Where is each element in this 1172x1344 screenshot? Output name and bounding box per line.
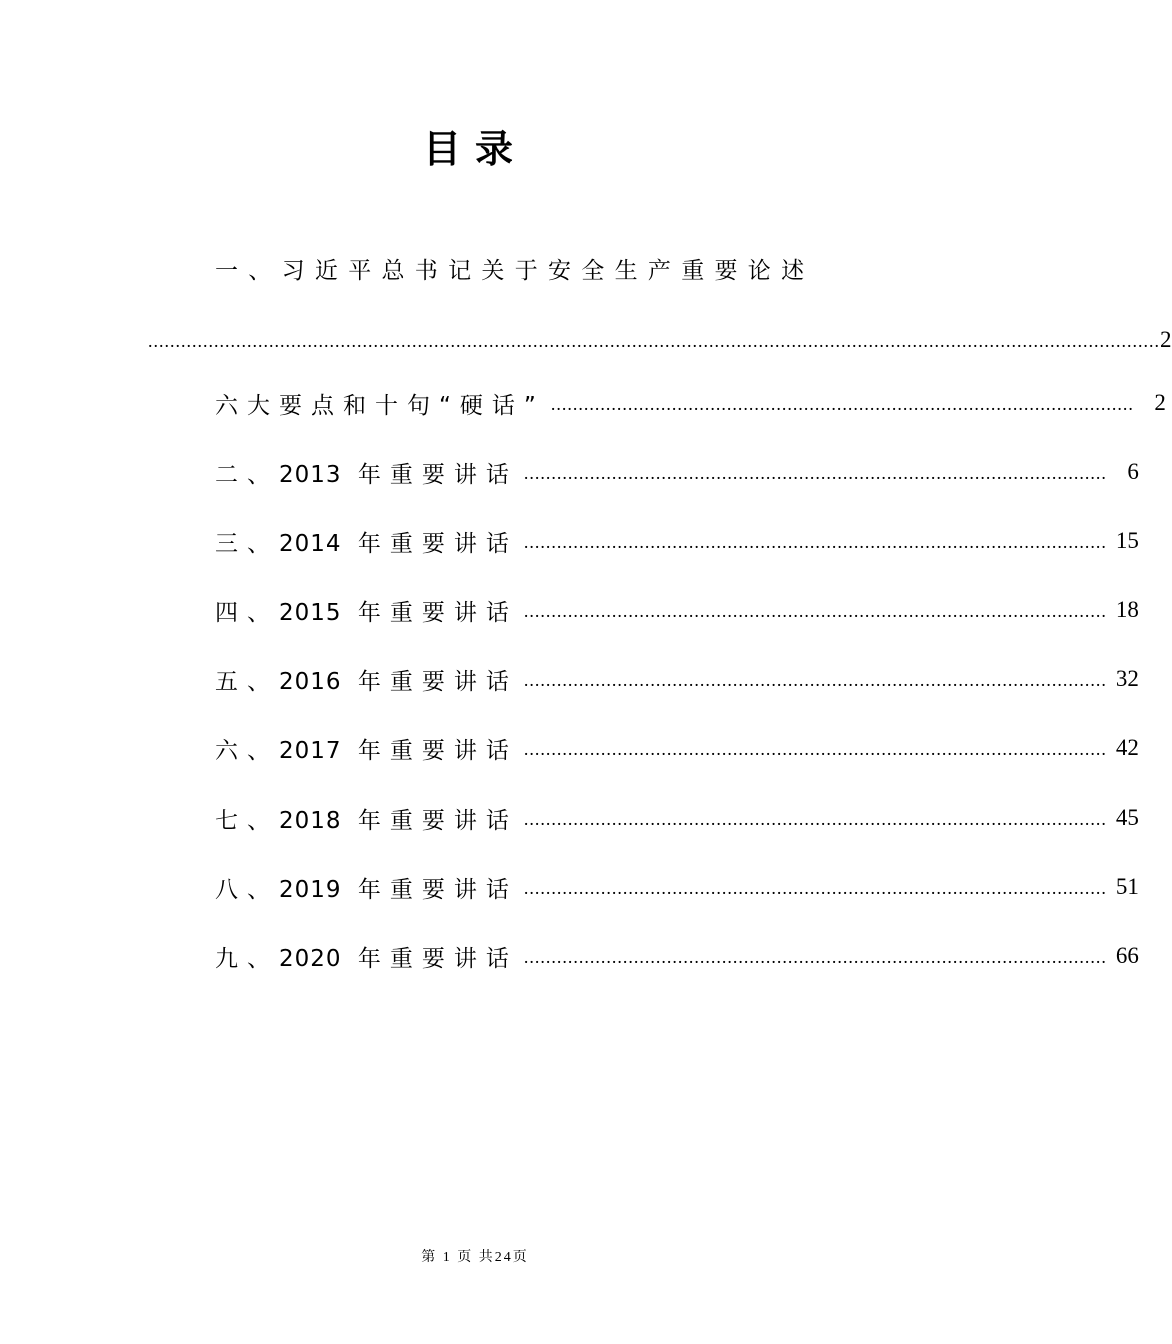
toc-page-number: 51: [1115, 874, 1139, 899]
toc-page-number: 45: [1115, 805, 1139, 830]
page-title: 目录: [422, 127, 527, 171]
toc-leader-dots: ..........................................................................................................: [523, 947, 1107, 967]
toc-page-number: 18: [1115, 597, 1139, 622]
toc-entry-3[interactable]: [215, 452, 1139, 492]
toc-leader-dots: ..........................................................................................................: [523, 463, 1107, 483]
toc-entry-label: 二、2013 年重要讲话: [215, 461, 518, 488]
toc-entry-4[interactable]: [215, 521, 1139, 561]
toc-entry-8[interactable]: [215, 798, 1139, 838]
toc-leader-dots: ..........................................................................................................: [523, 809, 1107, 829]
toc-entry-label: 六大要点和十句“硬话”: [215, 392, 545, 419]
toc-page-number: 6: [1127, 459, 1139, 484]
toc-leader-dots: ..........................................................................................................: [523, 670, 1107, 690]
toc-page-number: 66: [1115, 943, 1139, 968]
toc-leader-dots: ..........................................................................................................: [523, 601, 1107, 621]
toc-leader-dots: ..........................................................................................................: [523, 532, 1107, 552]
toc-entry-label: 三、2014 年重要讲话: [215, 530, 518, 557]
toc-entry-5[interactable]: [215, 590, 1139, 630]
toc-entry-label: 六、2017 年重要讲话: [215, 737, 518, 764]
toc-entry-1-tail[interactable]: [148, 320, 1172, 360]
toc-leader-dots: ........................................................................................................................................................................................: [148, 331, 1160, 351]
total-page-count: 24: [494, 1250, 513, 1265]
page-footer: 第 1 页 共24页: [421, 1250, 529, 1265]
toc-entry-10[interactable]: [215, 936, 1139, 976]
toc-entry-label: 八、2019 年重要讲话: [215, 876, 518, 903]
toc-entry-7[interactable]: [215, 728, 1139, 768]
toc-entry-9[interactable]: [215, 867, 1139, 907]
toc-page-number: 32: [1115, 666, 1139, 691]
toc-page-number: 2: [1160, 327, 1172, 352]
toc-entry-label: 四、2015 年重要讲话: [215, 599, 518, 626]
toc-entry-label: 五、2016 年重要讲话: [215, 668, 518, 695]
toc-leader-dots: ..........................................................................................................: [523, 739, 1107, 759]
toc-entry-2[interactable]: [215, 383, 1166, 423]
toc-entry-label: 七、2018 年重要讲话: [215, 807, 518, 834]
toc-page-number: 42: [1115, 735, 1139, 760]
toc-leader-dots: ..........................................................................................................: [550, 394, 1134, 414]
toc-page-number: 2: [1154, 390, 1166, 415]
current-page-number: 1: [442, 1250, 452, 1265]
toc-leader-dots: ..........................................................................................................: [523, 878, 1107, 898]
toc-page-number: 15: [1115, 528, 1139, 553]
toc-entry-1-label[interactable]: 一、习近平总书记关于安全生产重要论述: [215, 258, 815, 284]
toc-entry-label: 九、2020 年重要讲话: [215, 945, 518, 972]
toc-entry-6[interactable]: [215, 659, 1139, 699]
